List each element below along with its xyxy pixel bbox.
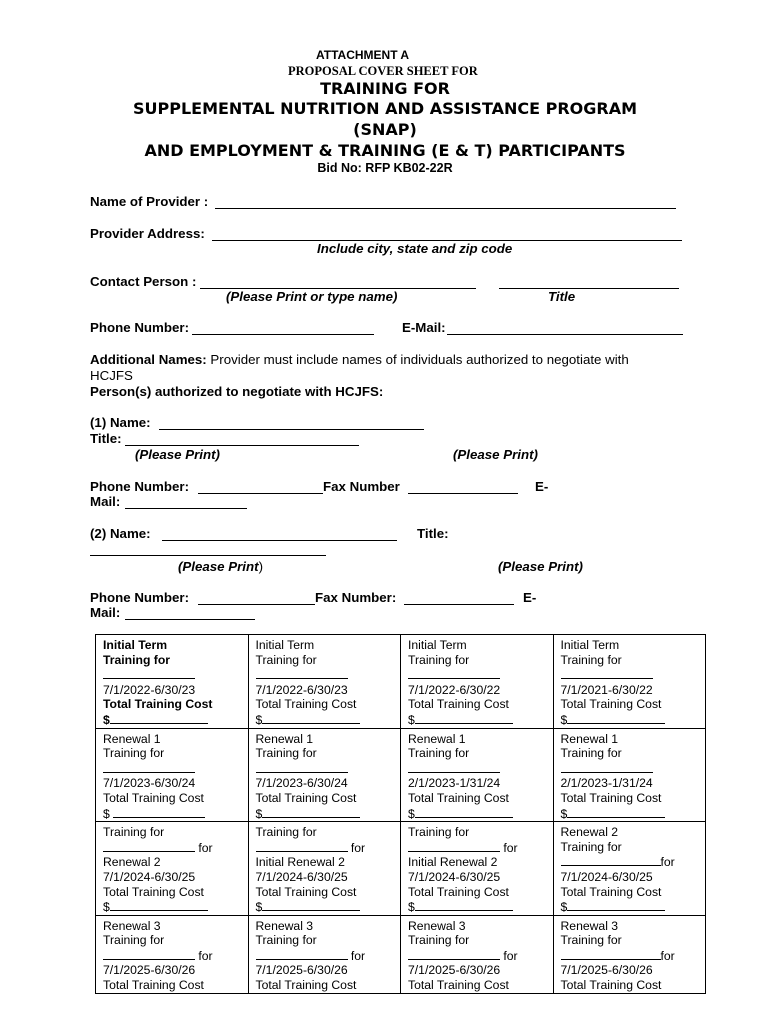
cell-dollar-sign: $	[103, 712, 110, 727]
cell-cost-field[interactable]	[256, 806, 401, 822]
cell-cost-label: Total Training Cost	[255, 790, 357, 805]
table-row-renewal-1	[96, 728, 706, 822]
cell-training-blank[interactable]	[256, 948, 401, 964]
table-cell	[401, 915, 554, 993]
table-row-renewal-2	[96, 822, 706, 916]
cell-for-label: for	[660, 855, 675, 870]
cell-period: 7/1/2022-6/30/23	[255, 682, 348, 697]
cell-training-label: Training for	[560, 652, 622, 667]
cell-training-label: Training for	[560, 933, 622, 948]
title-line-1: TRAINING FOR	[320, 79, 450, 98]
cell-training-label: Training for	[408, 933, 470, 948]
cell-training-label: Training for	[103, 825, 165, 840]
cell-period: 7/1/2025-6/30/26	[560, 963, 653, 978]
cell-training-blank[interactable]	[561, 948, 706, 964]
cell-cost-label: Total Training Cost	[560, 697, 662, 712]
email-field[interactable]	[447, 322, 683, 335]
cell-for-label: for	[347, 948, 366, 963]
cell-cost-label: Total Training Cost	[103, 697, 213, 712]
cell-dollar-sign: $	[103, 900, 110, 915]
person2-title-print-hint: (Please Print)	[498, 559, 583, 574]
cell-dollar-sign: $	[560, 712, 568, 727]
cell-cost-label: Total Training Cost	[560, 790, 662, 805]
title-line-4: AND EMPLOYMENT & TRAINING (E & T) PARTICIPANTS	[144, 141, 626, 160]
cell-term-label: Renewal 3	[103, 918, 161, 933]
cell-cost-label: Total Training Cost	[408, 697, 509, 712]
cell-term-label: Initial Term	[255, 638, 315, 652]
table-cell	[401, 635, 554, 729]
cell-training-label: Training for	[255, 933, 317, 948]
cell-training-blank[interactable]	[561, 761, 706, 777]
table-cell	[96, 635, 249, 729]
person2-name-label: (2) Name:	[90, 526, 151, 541]
table-cell	[248, 728, 401, 822]
cell-training-label: Training for	[103, 933, 165, 948]
cell-cost-field[interactable]	[256, 899, 401, 915]
cell-for-label: for	[500, 948, 518, 963]
provider-name-label: Name of Provider :	[90, 194, 209, 209]
cell-cost-label: Total Training Cost	[103, 978, 204, 993]
cell-term-label: Renewal 3	[560, 918, 619, 933]
cell-training-blank[interactable]	[408, 667, 553, 683]
person2-title-label: Title:	[417, 526, 449, 541]
cell-period: 7/1/2024-6/30/25	[255, 869, 348, 884]
cell-cost-label: Total Training Cost	[255, 978, 357, 993]
person1-name-field[interactable]	[159, 417, 424, 430]
cell-term-label: Renewal 1	[255, 731, 314, 746]
cell-period: 7/1/2024-6/30/25	[560, 869, 653, 884]
cell-training-blank[interactable]	[103, 667, 248, 683]
cell-for-label: for	[195, 948, 213, 963]
provider-address-field[interactable]	[212, 228, 682, 241]
cell-period: 7/1/2024-6/30/25	[103, 869, 196, 884]
table-cell	[96, 915, 249, 993]
cell-period: 7/1/2024-6/30/25	[408, 869, 501, 884]
person1-email-field[interactable]	[125, 496, 247, 509]
cell-term-label: Renewal 1	[408, 731, 466, 746]
cover-sheet-label: PROPOSAL COVER SHEET FOR	[288, 64, 478, 78]
cell-cost-field[interactable]	[561, 806, 706, 822]
cell-dollar-sign: $	[408, 900, 415, 915]
cell-term-label: Renewal 2	[103, 855, 161, 870]
cell-period: 2/1/2023-1/31/24	[560, 776, 653, 791]
cell-training-label: Training for	[103, 746, 165, 761]
cell-period: 7/1/2023-6/30/24	[103, 776, 196, 791]
cell-cost-label: Total Training Cost	[255, 697, 357, 712]
cell-cost-label: Total Training Cost	[103, 884, 204, 899]
person2-email-field[interactable]	[125, 607, 255, 620]
person2-phone-label: Phone Number:	[90, 590, 189, 605]
cell-cost-label: Total Training Cost	[408, 978, 509, 993]
table-row-initial-term	[96, 635, 706, 729]
cell-cost-field[interactable]	[561, 712, 706, 728]
cell-cost-field[interactable]	[561, 899, 706, 915]
cell-cost-field[interactable]	[103, 899, 248, 915]
attachment-label: ATTACHMENT A	[316, 48, 410, 62]
person2-print-hint-b: )	[258, 559, 263, 574]
provider-name-field[interactable]	[215, 196, 676, 209]
person1-fax-field[interactable]	[408, 481, 518, 494]
person1-title-field[interactable]	[125, 433, 359, 446]
cell-term-label: Initial Term	[408, 638, 467, 652]
email-label: E-Mail:	[402, 320, 446, 335]
cell-for-label: for	[660, 948, 675, 963]
person2-phone-field[interactable]	[198, 592, 315, 605]
table-cell	[96, 822, 249, 916]
table-cell	[96, 728, 249, 822]
training-cost-table	[95, 634, 706, 994]
additional-names-label: Additional Names:	[90, 352, 207, 367]
person2-fax-label: Fax Number:	[315, 590, 397, 605]
cell-dollar-sign: $	[560, 806, 568, 821]
cell-term-label: Initial Term	[560, 638, 620, 652]
title-line-3: (SNAP)	[353, 120, 417, 139]
cell-dollar-sign: $	[255, 712, 263, 727]
table-cell	[248, 635, 401, 729]
cell-dollar-sign: $	[408, 712, 415, 727]
cell-period: 2/1/2023-1/31/24	[408, 776, 501, 791]
bid-number: Bid No: RFP KB02-22R	[317, 161, 453, 175]
title-hint: Title	[548, 289, 576, 304]
person1-print-hint: (Please Print)	[135, 447, 220, 462]
cell-training-label: Training for	[103, 652, 171, 667]
table-row-renewal-3	[96, 915, 706, 993]
cell-training-blank[interactable]	[103, 840, 248, 856]
cell-cost-field[interactable]	[408, 899, 553, 915]
cell-training-blank[interactable]	[256, 667, 401, 683]
person1-email-label-b: Mail:	[90, 494, 121, 509]
person2-email-label-a: E-	[523, 590, 537, 605]
cell-training-blank[interactable]	[256, 761, 401, 777]
cell-training-blank[interactable]	[561, 854, 706, 870]
cell-dollar-sign: $	[103, 806, 110, 821]
cell-training-blank[interactable]	[103, 948, 248, 964]
cell-dollar-sign: $	[255, 806, 263, 821]
title-line-2: SUPPLEMENTAL NUTRITION AND ASSISTANCE PROGRAM	[132, 99, 638, 118]
cell-period: 7/1/2022-6/30/23	[103, 682, 196, 697]
contact-person-label: Contact Person :	[90, 274, 197, 289]
cell-term-label: Renewal 1	[560, 731, 619, 746]
table-cell	[248, 915, 401, 993]
cell-cost-label: Total Training Cost	[103, 790, 204, 805]
phone-number-field[interactable]	[192, 322, 374, 335]
person1-phone-field[interactable]	[198, 481, 323, 494]
additional-names-body: Provider must include names of individuals authorized to negotiate with	[206, 352, 629, 367]
person1-name-label: (1) Name:	[90, 415, 151, 430]
persons-authorized-label: Person(s) authorized to negotiate with HCJFS:	[90, 384, 384, 399]
table-cell	[553, 822, 706, 916]
table-cell	[401, 822, 554, 916]
person1-email-label-a: E-	[535, 479, 549, 494]
person1-title-print-hint: (Please Print)	[453, 447, 538, 462]
cell-for-label: for	[347, 840, 366, 855]
print-name-hint: (Please Print or type name)	[226, 289, 398, 304]
address-hint: Include city, state and zip code	[317, 241, 513, 256]
person1-phone-label: Phone Number:	[90, 479, 189, 494]
cell-training-label: Training for	[560, 839, 622, 854]
cell-period: 7/1/2023-6/30/24	[255, 776, 348, 791]
person1-fax-label: Fax Number	[323, 479, 400, 494]
cell-training-label: Training for	[255, 746, 317, 761]
cell-cost-label: Total Training Cost	[255, 884, 357, 899]
cell-term-label: Renewal 3	[255, 918, 314, 933]
table-cell	[553, 915, 706, 993]
cell-dollar-sign: $	[255, 900, 263, 915]
cell-cost-label: Total Training Cost	[560, 978, 662, 993]
person2-fax-field[interactable]	[404, 592, 514, 605]
table-cell	[248, 822, 401, 916]
cell-period: 7/1/2025-6/30/26	[255, 963, 348, 978]
phone-number-label: Phone Number:	[90, 320, 189, 335]
provider-address-label: Provider Address:	[90, 226, 205, 241]
cell-cost-field[interactable]	[103, 712, 248, 728]
cell-cost-field[interactable]	[103, 806, 248, 822]
cell-term-label: Initial Renewal 2	[255, 855, 345, 870]
cell-cost-field[interactable]	[256, 712, 401, 728]
person2-title-field[interactable]	[90, 543, 326, 556]
person2-email-label-b: Mail:	[90, 605, 121, 620]
cell-period: 7/1/2021-6/30/22	[560, 682, 653, 697]
cell-training-label: Training for	[255, 825, 317, 840]
cell-training-blank[interactable]	[103, 761, 248, 777]
cell-training-blank[interactable]	[408, 840, 553, 856]
cell-training-blank[interactable]	[561, 667, 706, 683]
cell-term-label: Initial Term	[103, 638, 168, 652]
cell-cost-field[interactable]	[408, 806, 553, 822]
table-cell	[553, 635, 706, 729]
cell-term-label: Renewal 2	[560, 825, 619, 840]
cell-period: 7/1/2022-6/30/22	[408, 682, 501, 697]
cell-cost-label: Total Training Cost	[408, 884, 509, 899]
cell-cost-field[interactable]	[408, 712, 553, 728]
cell-period: 7/1/2025-6/30/26	[408, 963, 501, 978]
person2-print-hint-a: (Please Print	[178, 559, 259, 574]
cell-term-label: Renewal 1	[103, 731, 161, 746]
person2-print-hint	[178, 559, 263, 574]
cell-training-label: Training for	[408, 746, 470, 761]
person1-title-label: Title:	[90, 431, 122, 446]
cell-training-label: Training for	[408, 652, 470, 667]
cell-term-label: Renewal 3	[408, 918, 466, 933]
cell-cost-label: Total Training Cost	[408, 790, 509, 805]
cell-training-blank[interactable]	[408, 761, 553, 777]
cell-training-label: Training for	[560, 746, 622, 761]
person2-name-field[interactable]	[162, 528, 397, 541]
cell-for-label: for	[500, 840, 518, 855]
cell-training-blank[interactable]	[256, 840, 401, 856]
cell-term-label: Initial Renewal 2	[408, 855, 498, 870]
cell-for-label: for	[195, 840, 213, 855]
additional-names-body-2: HCJFS	[90, 368, 133, 383]
table-cell	[401, 728, 554, 822]
additional-names-text	[90, 352, 629, 367]
cell-dollar-sign: $	[560, 900, 568, 915]
cell-training-label: Training for	[255, 652, 317, 667]
cell-period: 7/1/2025-6/30/26	[103, 963, 196, 978]
cell-dollar-sign: $	[408, 806, 415, 821]
cell-cost-label: Total Training Cost	[560, 884, 662, 899]
cell-training-label: Training for	[408, 825, 470, 840]
table-cell	[553, 728, 706, 822]
contact-person-field[interactable]	[200, 276, 476, 289]
contact-title-field[interactable]	[499, 276, 679, 289]
cell-training-blank[interactable]	[408, 948, 553, 964]
